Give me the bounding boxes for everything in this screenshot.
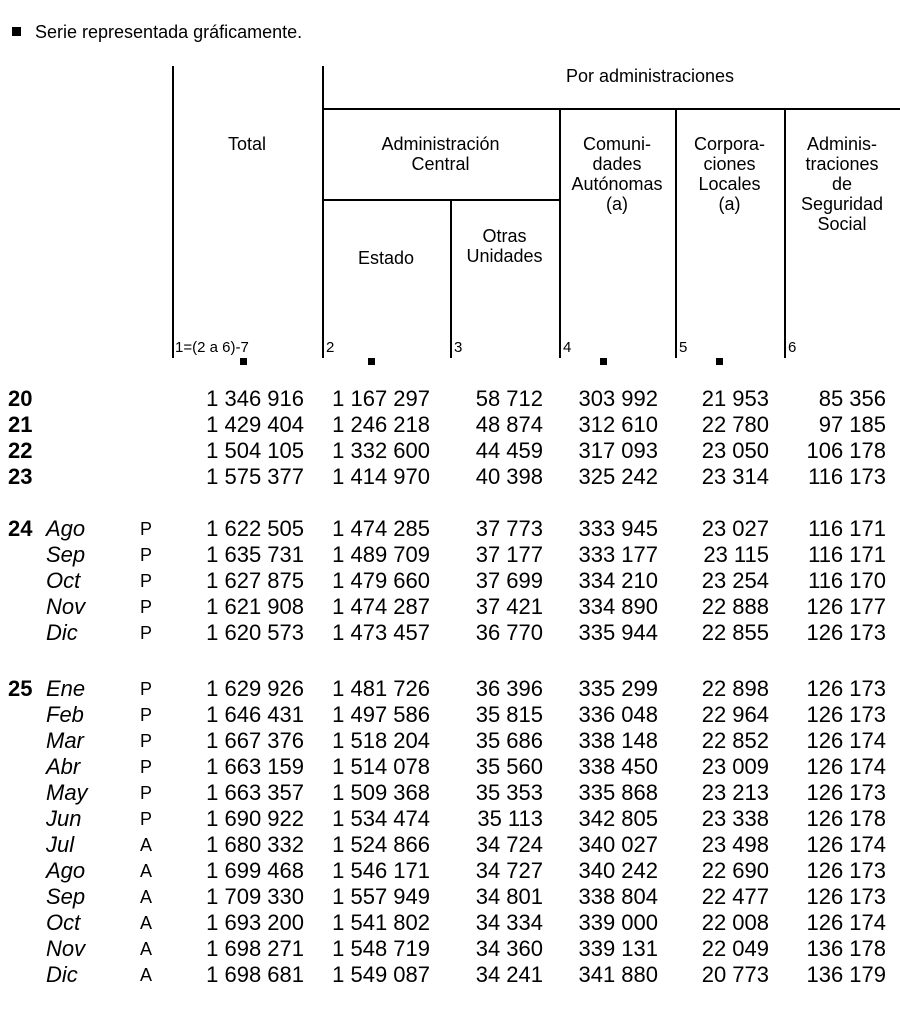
row-year: 20 — [8, 386, 33, 411]
table-row — [0, 676, 900, 702]
row-month: Jun — [46, 806, 82, 831]
cell-col-5: 22 690 — [701, 858, 769, 883]
graphed-series-marker-icon — [600, 358, 607, 365]
cell-col-4: 312 610 — [578, 412, 658, 437]
cell-col-2: 1 548 719 — [332, 936, 430, 961]
cell-col-1: 1 429 404 — [206, 412, 304, 437]
row-month: Mar — [46, 728, 84, 753]
divider-central-left — [322, 66, 324, 358]
table-row — [0, 884, 900, 910]
cell-col-6: 136 179 — [806, 962, 886, 987]
row-year: 22 — [8, 438, 33, 463]
cell-col-2: 1 557 949 — [332, 884, 430, 909]
row-status: P — [140, 809, 153, 829]
table-row — [0, 780, 900, 806]
header-line: ciones — [703, 154, 756, 174]
table-row — [0, 568, 900, 594]
row-status: P — [140, 545, 153, 565]
row-month: Ago — [46, 516, 86, 541]
header-line: Unidades — [466, 246, 543, 266]
row-status: A — [140, 887, 153, 907]
table-row — [0, 542, 900, 568]
table-row — [0, 386, 900, 412]
table-row — [0, 412, 900, 438]
cell-col-4: 340 242 — [578, 858, 658, 883]
row-status: P — [140, 731, 153, 751]
cell-col-6: 116 171 — [808, 542, 886, 567]
cell-col-1: 1 575 377 — [206, 464, 304, 489]
cell-col-1: 1 663 357 — [206, 780, 304, 805]
graphed-series-marker-icon — [240, 358, 247, 365]
cell-col-3: 40 398 — [475, 464, 543, 489]
cell-col-2: 1 332 600 — [332, 438, 430, 463]
table-row — [0, 464, 900, 490]
header-seguridad-social — [784, 134, 900, 234]
row-month: Oct — [46, 910, 81, 935]
cell-col-4: 342 805 — [578, 806, 658, 831]
row-year: 21 — [8, 412, 33, 437]
cell-col-1: 1 680 332 — [206, 832, 304, 857]
legend — [12, 22, 302, 43]
table-row — [0, 620, 900, 646]
cell-col-4: 335 868 — [578, 780, 658, 805]
header-line: Autónomas — [571, 174, 663, 194]
header-total: Total — [227, 134, 267, 154]
cell-col-5: 22 898 — [701, 676, 769, 701]
cell-col-3: 34 724 — [475, 832, 543, 857]
cell-col-5: 22 855 — [701, 620, 769, 645]
cell-col-6: 106 178 — [806, 438, 886, 463]
table-row — [0, 832, 900, 858]
col-number-3: 3 — [454, 339, 463, 356]
cell-col-3: 36 770 — [475, 620, 543, 645]
header-line: Corpora- — [693, 134, 766, 154]
cell-col-6: 126 174 — [806, 910, 886, 935]
cell-col-1: 1 698 681 — [206, 962, 304, 987]
row-month: Nov — [46, 936, 86, 961]
row-status: P — [140, 705, 153, 725]
cell-col-3: 37 177 — [475, 542, 543, 567]
cell-col-2: 1 534 474 — [332, 806, 430, 831]
cell-col-1: 1 698 271 — [206, 936, 304, 961]
cell-col-6: 126 173 — [806, 780, 886, 805]
row-month: Dic — [46, 962, 78, 987]
row-year: 24 — [8, 516, 33, 541]
legend-text: Serie representada gráficamente. — [35, 22, 303, 42]
cell-col-6: 126 173 — [806, 702, 886, 727]
cell-col-5: 23 050 — [701, 438, 769, 463]
header-otras-unidades — [450, 226, 559, 266]
row-month: Nov — [46, 594, 86, 619]
cell-col-5: 22 008 — [701, 910, 769, 935]
table-row — [0, 936, 900, 962]
col-number-5: 5 — [679, 339, 688, 356]
table-row — [0, 438, 900, 464]
cell-col-6: 126 178 — [806, 806, 886, 831]
cell-col-5: 23 314 — [701, 464, 769, 489]
cell-col-2: 1 549 087 — [332, 962, 430, 987]
cell-col-2: 1 473 457 — [332, 620, 430, 645]
row-status: P — [140, 757, 153, 777]
cell-col-6: 126 177 — [806, 594, 886, 619]
table-row — [0, 728, 900, 754]
header-por-administraciones: Por administraciones — [565, 66, 735, 86]
row-status: A — [140, 913, 153, 933]
cell-col-3: 58 712 — [475, 386, 543, 411]
cell-col-2: 1 481 726 — [332, 676, 430, 701]
header-line: Adminis- — [806, 134, 877, 154]
cell-col-5: 22 477 — [701, 884, 769, 909]
header-line: Otras — [482, 226, 527, 246]
cell-col-5: 23 213 — [701, 780, 769, 805]
square-marker-icon — [12, 27, 21, 36]
row-status: P — [140, 571, 153, 591]
row-month: Sep — [46, 542, 86, 567]
cell-col-6: 97 185 — [818, 412, 886, 437]
header-line: (a) — [606, 194, 628, 214]
cell-col-4: 334 890 — [578, 594, 658, 619]
cell-col-1: 1 663 159 — [206, 754, 304, 779]
cell-col-5: 22 964 — [701, 702, 769, 727]
header-line: Administración — [381, 134, 500, 154]
cell-col-1: 1 667 376 — [206, 728, 304, 753]
cell-col-2: 1 414 970 — [332, 464, 430, 489]
divider-total-left — [172, 66, 174, 358]
cell-col-4: 338 804 — [578, 884, 658, 909]
cell-col-5: 23 338 — [701, 806, 769, 831]
cell-col-2: 1 474 287 — [332, 594, 430, 619]
cell-col-5: 21 953 — [701, 386, 769, 411]
divider-central — [322, 199, 559, 201]
cell-col-1: 1 627 875 — [206, 568, 304, 593]
divider-otras-left — [450, 200, 452, 358]
row-month: Abr — [46, 754, 81, 779]
col-number-2: 2 — [326, 339, 335, 356]
cell-col-3: 35 353 — [475, 780, 543, 805]
cell-col-3: 34 801 — [475, 884, 543, 909]
row-month: Dic — [46, 620, 78, 645]
cell-col-2: 1 546 171 — [332, 858, 430, 883]
row-status: P — [140, 597, 153, 617]
cell-col-4: 338 148 — [578, 728, 658, 753]
cell-col-3: 37 421 — [475, 594, 543, 619]
header-line: Central — [411, 154, 470, 174]
table-row — [0, 754, 900, 780]
cell-col-3: 37 773 — [475, 516, 543, 541]
header-line: Social — [817, 214, 867, 234]
cell-col-3: 44 459 — [475, 438, 543, 463]
row-status: A — [140, 965, 153, 985]
cell-col-2: 1 509 368 — [332, 780, 430, 805]
graphed-series-marker-icon — [368, 358, 375, 365]
cell-col-4: 335 944 — [578, 620, 658, 645]
cell-col-3: 48 874 — [475, 412, 543, 437]
header-line: (a) — [718, 194, 741, 214]
header-line: dades — [592, 154, 642, 174]
cell-col-2: 1 474 285 — [332, 516, 430, 541]
table-row — [0, 702, 900, 728]
header-line: traciones — [805, 154, 879, 174]
cell-col-4: 336 048 — [578, 702, 658, 727]
cell-col-5: 22 780 — [701, 412, 769, 437]
cell-col-4: 303 992 — [578, 386, 658, 411]
col-number-4: 4 — [563, 339, 572, 356]
table-row — [0, 516, 900, 542]
cell-col-4: 333 177 — [578, 542, 658, 567]
cell-col-6: 126 173 — [806, 620, 886, 645]
cell-col-5: 22 049 — [701, 936, 769, 961]
cell-col-4: 334 210 — [578, 568, 658, 593]
cell-col-5: 22 888 — [701, 594, 769, 619]
cell-col-2: 1 246 218 — [332, 412, 430, 437]
cell-col-3: 35 686 — [475, 728, 543, 753]
cell-col-6: 126 173 — [806, 858, 886, 883]
cell-col-6: 116 173 — [808, 464, 886, 489]
row-status: A — [140, 861, 153, 881]
row-month: Ago — [46, 858, 86, 883]
cell-col-6: 126 174 — [806, 754, 886, 779]
cell-col-6: 126 174 — [806, 728, 886, 753]
cell-col-2: 1 541 802 — [332, 910, 430, 935]
cell-col-1: 1 693 200 — [206, 910, 304, 935]
cell-col-2: 1 518 204 — [332, 728, 430, 753]
row-month: May — [46, 780, 88, 805]
cell-col-1: 1 690 922 — [206, 806, 304, 831]
row-month: Sep — [46, 884, 86, 909]
row-month: Oct — [46, 568, 81, 593]
cell-col-1: 1 709 330 — [206, 884, 304, 909]
col-number-6: 6 — [788, 339, 797, 356]
header-line: Comuni- — [582, 134, 652, 154]
cell-col-3: 34 334 — [475, 910, 543, 935]
header-line: Locales — [698, 174, 761, 194]
row-status: A — [140, 835, 153, 855]
header-administracion-central — [322, 134, 559, 174]
cell-col-3: 34 360 — [475, 936, 543, 961]
cell-col-6: 116 171 — [808, 516, 886, 541]
cell-col-4: 338 450 — [578, 754, 658, 779]
cell-col-5: 23 254 — [701, 568, 769, 593]
cell-col-1: 1 699 468 — [206, 858, 304, 883]
header-estado: Estado — [357, 248, 415, 268]
table-row — [0, 858, 900, 884]
cell-col-4: 325 242 — [578, 464, 658, 489]
row-year: 23 — [8, 464, 33, 489]
cell-col-5: 20 773 — [701, 962, 769, 987]
cell-col-4: 339 131 — [578, 936, 658, 961]
row-month: Feb — [46, 702, 84, 727]
cell-col-5: 23 498 — [701, 832, 769, 857]
table-row — [0, 910, 900, 936]
cell-col-5: 23 115 — [703, 542, 769, 567]
cell-col-5: 22 852 — [701, 728, 769, 753]
cell-col-3: 34 241 — [475, 962, 543, 987]
header-corporaciones-locales — [675, 134, 784, 214]
cell-col-1: 1 346 916 — [206, 386, 304, 411]
cell-col-1: 1 629 926 — [206, 676, 304, 701]
row-status: A — [140, 939, 153, 959]
row-status: P — [140, 783, 153, 803]
cell-col-4: 317 093 — [578, 438, 658, 463]
cell-col-4: 340 027 — [578, 832, 658, 857]
cell-col-4: 333 945 — [578, 516, 658, 541]
row-status: P — [140, 623, 153, 643]
table-row — [0, 962, 900, 988]
cell-col-1: 1 620 573 — [206, 620, 304, 645]
cell-col-6: 126 173 — [806, 884, 886, 909]
cell-col-6: 126 174 — [806, 832, 886, 857]
divider-por-admin — [322, 108, 900, 110]
cell-col-1: 1 646 431 — [206, 702, 304, 727]
cell-col-5: 23 009 — [701, 754, 769, 779]
cell-col-3: 34 727 — [475, 858, 543, 883]
row-month: Jul — [46, 832, 75, 857]
table-row — [0, 806, 900, 832]
row-month: Ene — [46, 676, 86, 701]
cell-col-4: 341 880 — [578, 962, 658, 987]
row-year: 25 — [8, 676, 33, 701]
cell-col-2: 1 514 078 — [332, 754, 430, 779]
graphed-series-marker-icon — [716, 358, 723, 365]
cell-col-5: 23 027 — [701, 516, 769, 541]
cell-col-4: 335 299 — [578, 676, 658, 701]
cell-col-2: 1 167 297 — [332, 386, 430, 411]
cell-col-6: 116 170 — [808, 568, 886, 593]
cell-col-4: 339 000 — [578, 910, 658, 935]
cell-col-3: 36 396 — [475, 676, 543, 701]
row-status: P — [140, 679, 153, 699]
cell-col-2: 1 497 586 — [332, 702, 430, 727]
cell-col-2: 1 479 660 — [332, 568, 430, 593]
header-comunidades-autonomas — [559, 134, 675, 214]
cell-col-3: 35 113 — [477, 806, 543, 831]
cell-col-3: 37 699 — [475, 568, 543, 593]
cell-col-2: 1 489 709 — [332, 542, 430, 567]
cell-col-2: 1 524 866 — [332, 832, 430, 857]
cell-col-1: 1 622 505 — [206, 516, 304, 541]
header-line: de — [831, 174, 853, 194]
col-number-1: 1=(2 a 6)-7 — [175, 339, 249, 356]
cell-col-1: 1 621 908 — [206, 594, 304, 619]
table-row — [0, 594, 900, 620]
header-line: Seguridad — [800, 194, 884, 214]
cell-col-3: 35 560 — [475, 754, 543, 779]
row-status: P — [140, 519, 153, 539]
cell-col-3: 35 815 — [475, 702, 543, 727]
cell-col-6: 126 173 — [806, 676, 886, 701]
cell-col-1: 1 635 731 — [206, 542, 304, 567]
cell-col-1: 1 504 105 — [206, 438, 304, 463]
cell-col-6: 85 356 — [818, 386, 886, 411]
cell-col-6: 136 178 — [806, 936, 886, 961]
